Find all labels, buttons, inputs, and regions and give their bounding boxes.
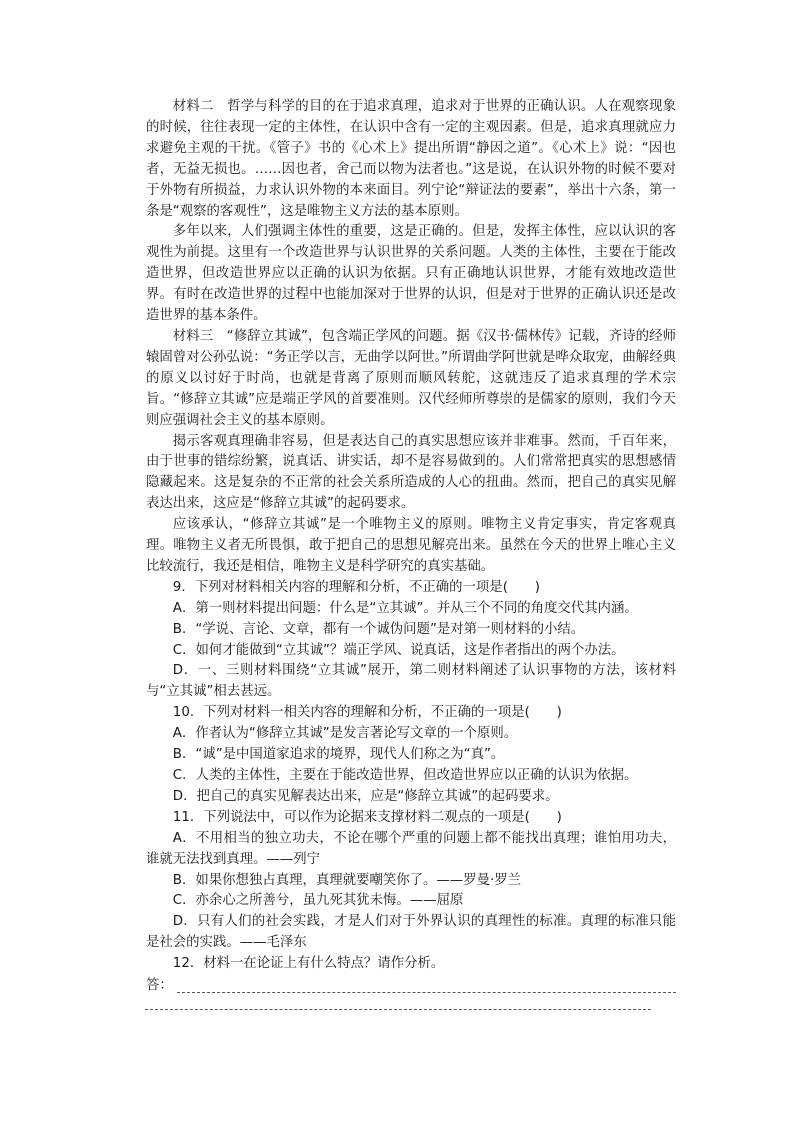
material3-paragraph-3: 应该承认，“修辞立其诚”是一个唯物主义的原则。唯物主义肯定事实，肯定客观真理。唯物主义者无所畏惧，敢于把自己的思想见解亮出来。虽然在今天的世界上唯心主义比较流行，我还是相信，唯物主义是科学研究的真实基础。 (146, 517, 676, 574)
question-option: A．不用相当的独立功夫，不论在哪个严重的问题上都不能找出真理；谁怕用功夫，谁就无法找到真理。——列宁 (146, 830, 676, 867)
material3-paragraph-1: 材料三 “修辞立其诚”，包含端正学风的问题。据《汉书·儒林传》记载，齐诗的经师辕固曾对公孙弘说：“务正学以言，无曲学以阿世。”所谓曲学阿世就是哗众取宠，曲解经典的原义以讨好于时尚，也就是背离了原则而顺风转舵，这就违反了追求真理的学术宗旨。“修辞立其诚”应是端正学风的首要准则。汉代经师所尊崇的是儒家的原则，我们今天则应强调社会主义的基本原则。 (146, 328, 676, 428)
question-stem: 9．下列对材料相关内容的理解和分析，不正确的一项是( ) (172, 579, 540, 595)
answer-line[interactable] (145, 997, 651, 1010)
answer-line[interactable] (177, 978, 676, 993)
question-option: B．如果你想独占真理，真理就要嘲笑你了。——罗曼·罗兰 (172, 872, 522, 888)
question-option: C．人类的主体性，主要在于能改造世界，但改造世界应以正确的认识为依据。 (172, 768, 638, 783)
question-9 (146, 578, 676, 703)
question-option: D．把自己的真实见解表达出来，应是“修辞立其诚”的起码要求。 (172, 788, 559, 804)
question-stem: 10．下列对材料一相关内容的理解和分析，不正确的一项是( ) (172, 705, 562, 721)
material2-paragraph-1: 材料二 哲学与科学的目的在于追求真理，追求对于世界的正确认识。人在观察现象的时候，往往表现一定的主体性，在认识中含有一定的主观因素。但是，追求真理就应力求避免主观的干扰。《管子》书的《心术上》提出所谓“静因之道”。《心术上》说：“因也者，无益无损也。……因也者，舍己而以物为法者也。”这是说，在认识外物的时候不要对于外物有所损益，力求认识外物的本来面目。列宁论“辩证法的要素”，举出十六条，第一条是“观察的客观性”，这是唯物主义方法的基本原则。 (146, 99, 676, 219)
question-option: B．“诚”是中国道家追求的境界，现代人们称之为“真”。 (172, 747, 505, 763)
question-12 (146, 954, 676, 1010)
question-option: C．如何才能做到“立其诚”？端正学风、说真话，这是作者指出的两个办法。 (172, 642, 625, 658)
question-option: A．第一则材料提出问题：什么是“立其诚”。并从三个不同的角度交代其内涵。 (172, 600, 638, 616)
answer-label: 答： (146, 978, 173, 994)
question-option: D．一、三则材料围绕“立其诚”展开，第二则材料阐述了认识事物的方法，该材料与“立其诚”相去甚远。 (146, 663, 676, 700)
answer-row (146, 976, 676, 997)
question-11 (146, 808, 676, 954)
question-option: B．“学说、言论、文章，都有一个诚伪问题”是对第一则材料的小结。 (172, 621, 585, 637)
material2-paragraph-2: 多年以来，人们强调主体性的重要，这是正确的。但是，发挥主体性，应以认识的客观性为前提。这里有一个改造世界与认识世界的关系问题。人类的主体性，主要在于能改造世界，但改造世界应以正确的认识为依据。只有正确地认识世界，才能有效地改造世界。有时在改造世界的过程中也能加深对于世界的认识，但是对于世界的正确认识还是改造世界的基本条件。 (146, 224, 676, 324)
material3-paragraph-2: 揭示客观真理确非容易，但是表达自己的真实思想应该并非难事。然而，千百年来，由于世事的错综纷繁，说真话、讲实话，却不是容易做到的。人们常常把真实的思想感情隐藏起来。这是复杂的不正常的社会关系所造成的人心的扭曲。然而，把自己的真实见解表达出来，这应是“修辞立其诚”的起码要求。 (146, 433, 676, 512)
question-10 (146, 703, 676, 808)
question-stem: 12．材料一在论证上有什么特点？请作分析。 (172, 956, 445, 972)
question-stem: 11．下列说法中，可以作为论据来支撑材料二观点的一项是( ) (172, 809, 562, 825)
document-page (146, 97, 676, 1010)
question-option: C．亦余心之所善兮，虽九死其犹未悔。——屈原 (172, 893, 464, 909)
question-option: D．只有人们的社会实践，才是人们对于外界认识的真理性的标准。真理的标准只能是社会的实践。——毛泽东 (146, 914, 676, 951)
question-option: A．作者认为“修辞立其诚”是发言著论写文章的一个原则。 (172, 726, 518, 742)
